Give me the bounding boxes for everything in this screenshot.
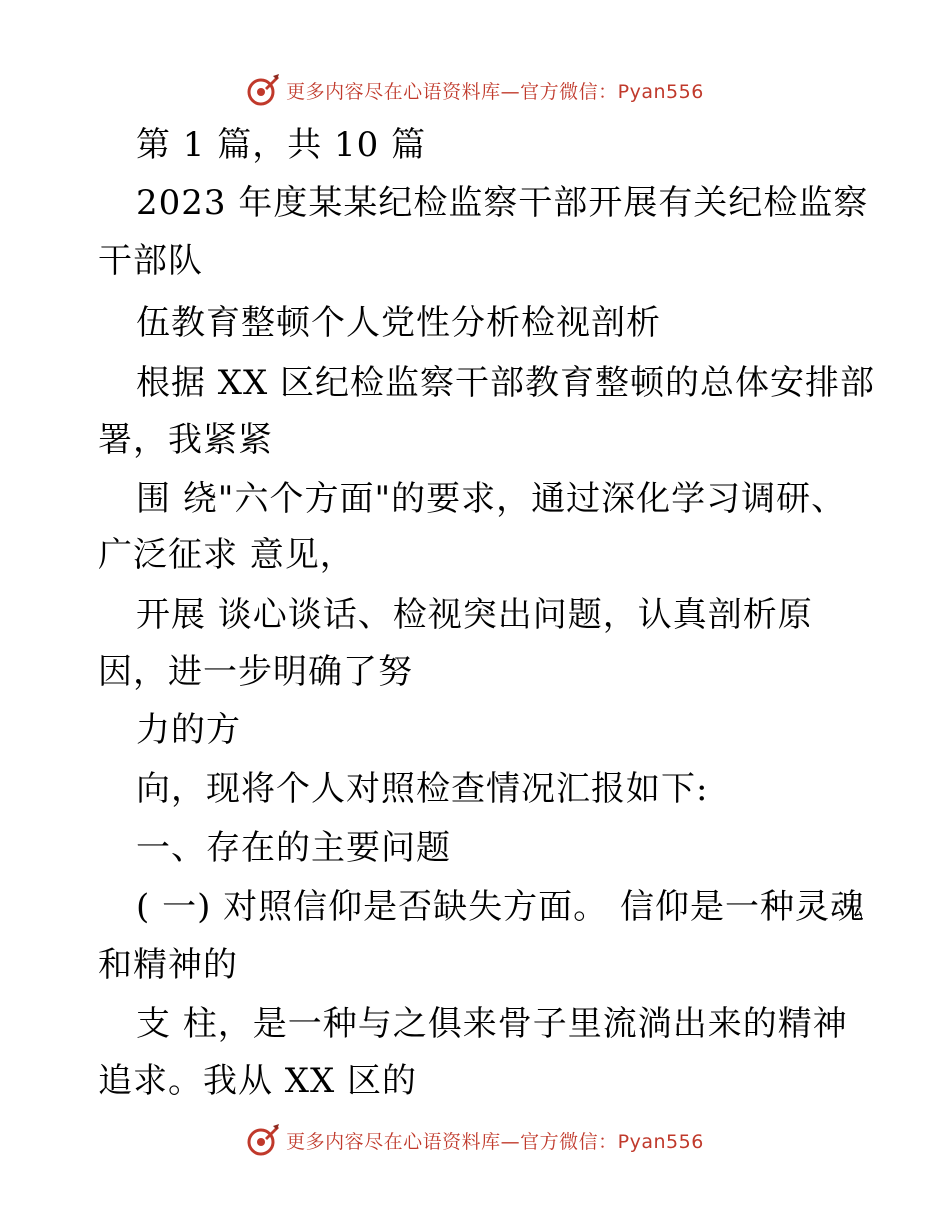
footer-banner-text: 更多内容尽在心语资料库—官方微信：Pyan556 [286, 1130, 704, 1153]
header-banner [0, 70, 950, 110]
footer-banner [0, 1120, 950, 1160]
paragraph-line: 开展 谈心谈话、检视突出问题，认真剖析原 [136, 595, 813, 635]
quill-pen-circle-icon [246, 73, 280, 107]
page-counter: 第 1 篇，共 10 篇 [136, 125, 427, 165]
header-banner-text: 更多内容尽在心语资料库—官方微信：Pyan556 [286, 80, 704, 103]
paragraph-line: 追求。我从 XX 区的 [98, 1061, 418, 1101]
document-title-line-2: 干部队 [98, 241, 203, 281]
paragraph-line: 和精神的 [98, 945, 238, 985]
paragraph-line: 力的方 [136, 710, 241, 750]
subsection-heading: ( 一) 对照信仰是否缺失方面。 信仰是一种灵魂 [136, 887, 865, 927]
section-heading: 一、存在的主要问题 [136, 828, 451, 868]
document-title-line-1: 2023 年度某某纪检监察干部开展有关纪检监察 [136, 183, 869, 223]
paragraph-line: 广泛征求 意见， [98, 535, 355, 575]
paragraph-line: 支 柱，是一种与之俱来骨子里流淌出来的精神 [136, 1004, 848, 1044]
paragraph-line: 因，进一步明确了努 [98, 652, 413, 692]
paragraph-line: 围 绕"六个方面"的要求，通过深化学习调研、 [136, 479, 847, 519]
quill-pen-circle-icon [246, 1123, 280, 1157]
paragraph-line: 根据 XX 区纪检监察干部教育整顿的总体安排部 [136, 363, 876, 403]
paragraph-line: 署，我紧紧 [98, 420, 273, 460]
paragraph-line: 向，现将个人对照检查情况汇报如下: [136, 769, 709, 809]
document-title-line-3: 伍教育整顿个人党性分析检视剖析 [136, 303, 661, 343]
